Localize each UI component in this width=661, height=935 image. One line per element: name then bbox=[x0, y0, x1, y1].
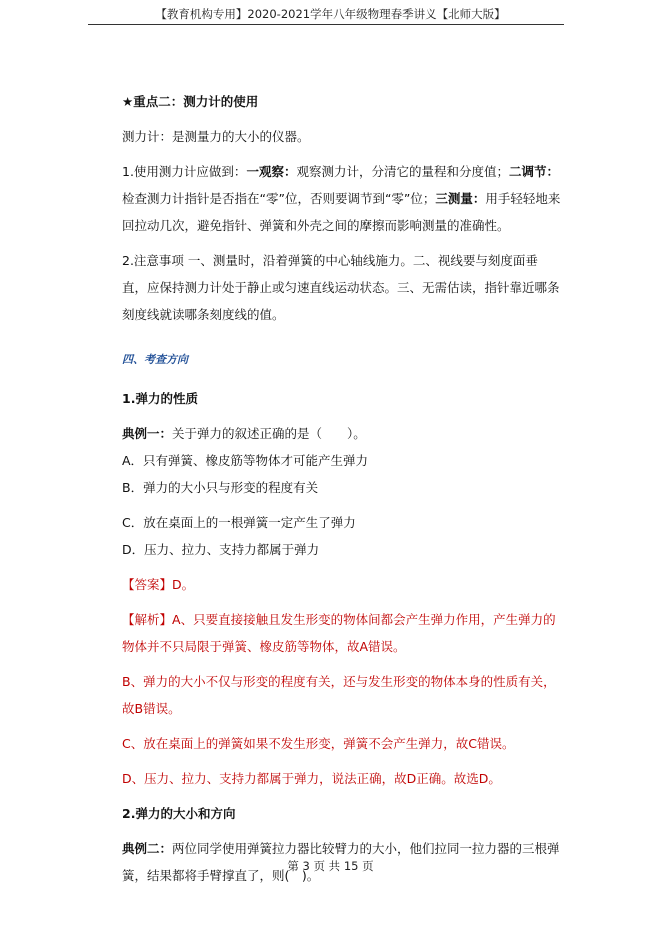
topic-1-title: 1.弹力的性质 bbox=[122, 391, 198, 406]
step-observe-label: 一观察： bbox=[246, 164, 297, 179]
example-1-options-ab bbox=[122, 447, 562, 501]
option-c: C．放在桌面上的一根弹簧一定产生了弹力 bbox=[122, 515, 356, 530]
step-adjust-text: 检查测力计指针是否指在“零”位，否则要调节到“零”位； bbox=[122, 191, 436, 206]
analysis-label: 【解析】 bbox=[122, 612, 173, 627]
page-header: 【教育机构专用】2020-2021学年八年级物理春季讲义【北师大版】 bbox=[155, 7, 506, 21]
step-observe-text: 观察测力计，分清它的量程和分度值； bbox=[296, 164, 509, 179]
usage-paragraph bbox=[122, 158, 562, 239]
star-icon: ★ bbox=[122, 94, 134, 109]
answer-value: D。 bbox=[172, 577, 195, 592]
section-heading-key-point-2 bbox=[122, 88, 562, 115]
example-2-text: 两位同学使用弹簧拉力器比较臂力的大小，他们拉同一拉力器的三根弹簧，结果都将手臂撑直了，则( )。 bbox=[122, 841, 560, 883]
definition-paragraph: 测力计：是测量力的大小的仪器。 bbox=[122, 129, 310, 144]
option-b: B．弹力的大小只与形变的程度有关 bbox=[122, 480, 319, 495]
analysis-b: B、弹力的大小不仅与形变的程度有关，还与发生形变的物体本身的性质有关，故B错误。 bbox=[122, 674, 556, 716]
answer-line bbox=[122, 571, 562, 598]
topic-2-title: 2.弹力的大小和方向 bbox=[122, 806, 236, 821]
document-body bbox=[122, 88, 562, 889]
notes-paragraph: 2.注意事项 一、测量时，沿着弹簧的中心轴线施力。二、视线要与刻度面垂直，应保持测力计处于静止或匀速直线运动状态。三、无需估读，指针靠近哪条刻度线就读哪条刻度线的值。 bbox=[122, 253, 560, 322]
example-1-text: 关于弹力的叙述正确的是（ ）。 bbox=[172, 426, 366, 441]
analysis-c: C、放在桌面上的弹簧如果不发生形变，弹簧不会产生弹力，故C错误。 bbox=[122, 736, 515, 751]
step-measure-label: 三测量： bbox=[435, 191, 486, 206]
step-measure-text: 用手轻轻地来回拉动几次，避免指针、弹簧和外壳之间的摩擦而影响测量的准确性。 bbox=[122, 191, 561, 233]
example-2-label: 典例二： bbox=[122, 841, 173, 856]
usage-intro: 1.使用测力计应做到： bbox=[122, 164, 247, 179]
option-d: D．压力、拉力、支持力都属于弹力 bbox=[122, 542, 320, 557]
example-1-label: 典例一： bbox=[122, 426, 173, 441]
option-a: A．只有弹簧、橡皮筋等物体才可能产生弹力 bbox=[122, 453, 369, 468]
header-divider bbox=[88, 24, 564, 25]
answer-label: 【答案】 bbox=[122, 577, 173, 592]
example-1-question bbox=[122, 420, 562, 447]
section-heading-exam-direction: 四、考查方向 bbox=[122, 353, 188, 366]
analysis-a-text: A、只要直接接触且发生形变的物体间都会产生弹力作用，产生弹力的物体并不只局限于弹簧、橡皮筋等物体，故A错误。 bbox=[122, 612, 556, 654]
step-adjust-label: 二调节： bbox=[508, 164, 559, 179]
example-1-options-cd bbox=[122, 509, 562, 563]
section-title: 重点二：测力计的使用 bbox=[133, 94, 259, 109]
page-footer: 第 3 页 共 15 页 bbox=[287, 859, 374, 873]
analysis-a bbox=[122, 606, 562, 660]
analysis-d: D、压力、拉力、支持力都属于弹力，说法正确，故D正确。故选D。 bbox=[122, 771, 501, 786]
